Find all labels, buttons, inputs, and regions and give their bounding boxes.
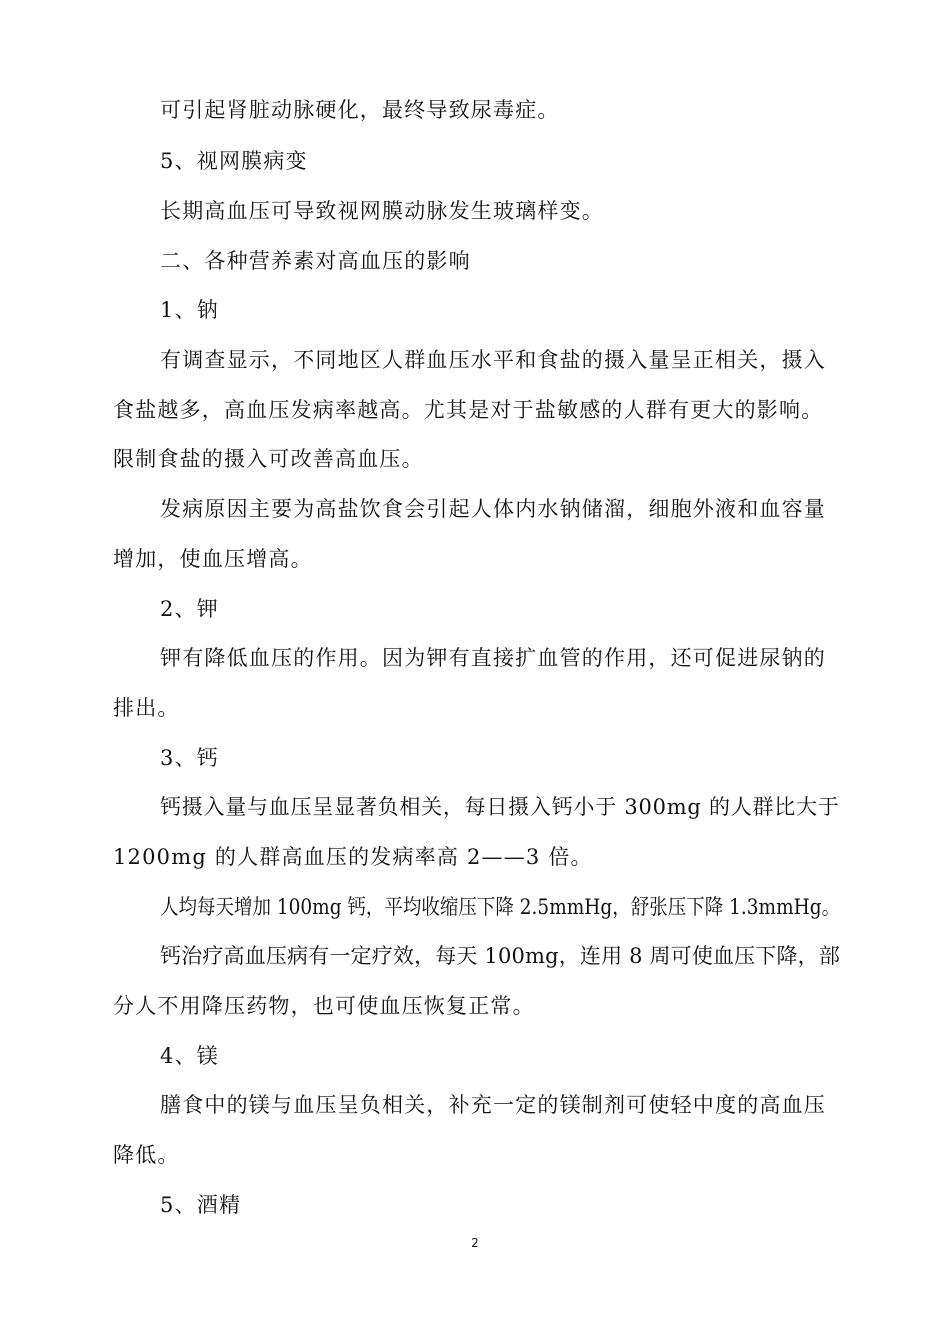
paragraph-line: 膳食中的镁与血压呈负相关，补充一定的镁制剂可使轻中度的高血压 (160, 1093, 826, 1117)
paragraph-line: 人均每天增加 100mg 钙，平均收缩压下降 2.5mmHg，舒张压下降 1.3mmHg。 (160, 895, 841, 919)
paragraph-line: 有调查显示，不同地区人群血压水平和食盐的摄入量呈正相关，摄入 (160, 348, 826, 372)
paragraph-line: 限制食盐的摄入可改善高血压。 (113, 447, 424, 471)
paragraph-line: 降低。 (113, 1143, 180, 1167)
paragraph-line: 发病原因主要为高盐饮食会引起人体内水钠储溜，细胞外液和血容量 (160, 497, 826, 521)
subheading-magnesium: 4、镁 (160, 1044, 219, 1068)
paragraph-line: 排出。 (113, 696, 180, 720)
subheading-sodium: 1、钠 (160, 298, 219, 322)
paragraph-line: 钾有降低血压的作用。因为钾有直接扩血管的作用，还可促进尿钠的 (160, 646, 826, 670)
subheading-potassium: 2、钾 (160, 597, 219, 621)
paragraph-line: 可引起肾脏动脉硬化，最终导致尿毒症。 (160, 98, 560, 122)
paragraph-line: 钙治疗高血压病有一定疗效，每天 100mg，连用 8 周可使血压下降，部 (160, 944, 841, 968)
paragraph-line: 增加，使血压增高。 (113, 547, 313, 571)
paragraph-line: 钙摄入量与血压呈显著负相关，每日摄入钙小于 300mg 的人群比大于 (160, 795, 840, 819)
subheading-retinopathy: 5、视网膜病变 (160, 149, 308, 173)
subheading-calcium: 3、钙 (160, 746, 219, 770)
subheading-alcohol: 5、酒精 (160, 1193, 242, 1217)
page-number: 2 (471, 1236, 479, 1250)
section-heading-nutrients: 二、各种营养素对高血压的影响 (160, 249, 471, 273)
paragraph-line: 食盐越多，高血压发病率越高。尤其是对于盐敏感的人群有更大的影响。 (113, 398, 824, 422)
paragraph-line: 1200mg 的人群高血压的发病率高 2——3 倍。 (113, 845, 593, 869)
paragraph-line: 长期高血压可导致视网膜动脉发生玻璃样变。 (160, 199, 604, 223)
paragraph-line: 分人不用降压药物，也可使血压恢复正常。 (113, 994, 535, 1018)
